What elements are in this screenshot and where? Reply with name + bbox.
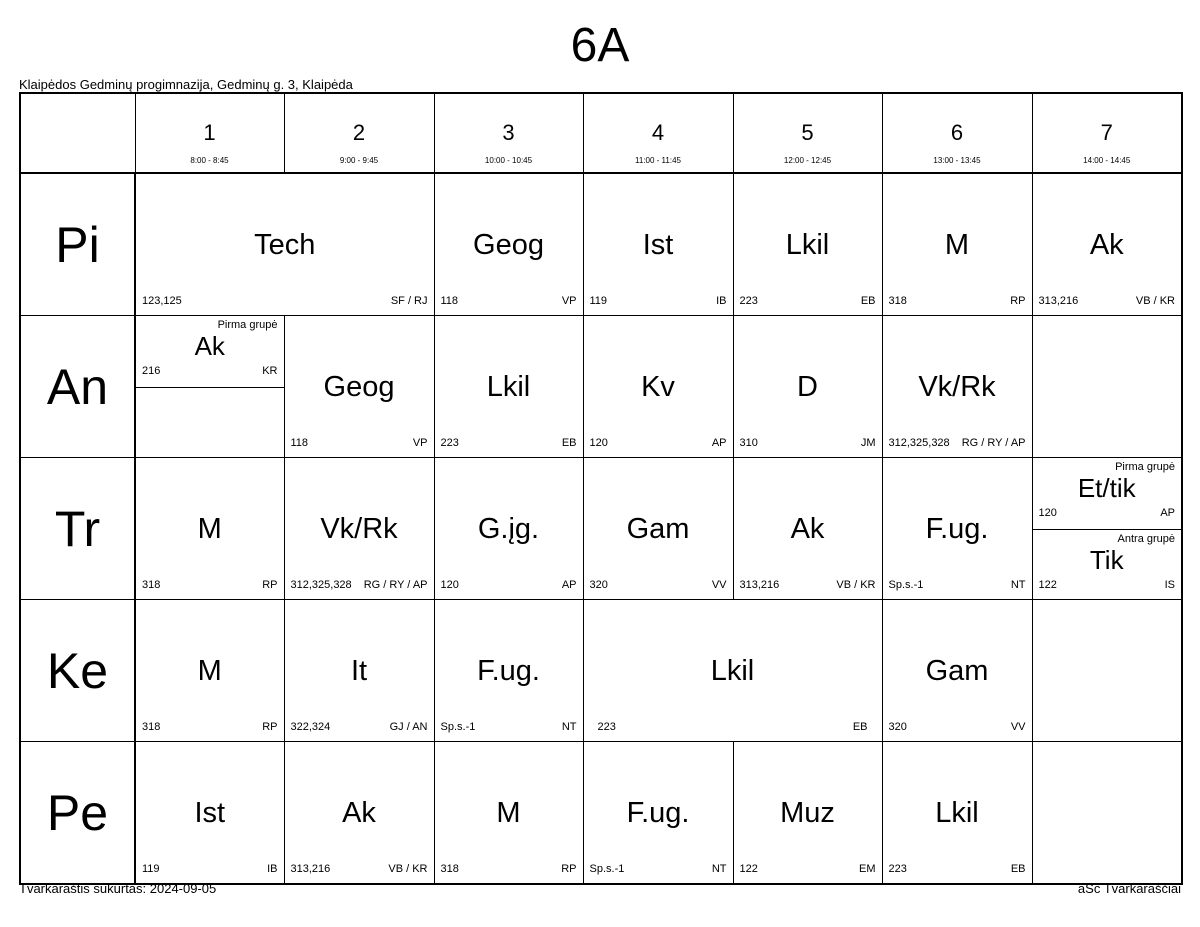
period-header	[1032, 93, 1182, 173]
lesson-room: 318	[142, 721, 161, 733]
lesson-subject: Tik	[1089, 545, 1124, 575]
lesson-teacher: VV	[1010, 721, 1026, 733]
lesson-room: Sp.s.-1	[589, 863, 625, 875]
period-header	[733, 93, 882, 173]
lesson-cell[interactable]	[583, 316, 733, 458]
day-name: Pe	[46, 784, 109, 841]
lesson-subject: Ist	[194, 797, 226, 829]
software-credit: aSc Tvarkaraščiai	[1077, 881, 1181, 896]
lesson-subject: F.ug.	[626, 797, 690, 829]
lesson-room: Sp.s.-1	[888, 579, 924, 591]
lesson-cell[interactable]	[733, 458, 882, 600]
lesson-subject: Lkil	[935, 797, 979, 829]
school-name: Klaipėdos Gedminų progimnazija, Gedminų g. 3, Klaipėda	[19, 77, 353, 92]
lesson-subject: Ak	[790, 513, 825, 545]
lesson-teacher: EB	[852, 721, 868, 733]
lesson-teacher: JM	[860, 437, 876, 449]
day-row-tr	[20, 458, 1182, 600]
period-number: 2	[352, 120, 366, 145]
day-label	[20, 458, 135, 600]
lesson-room: 122	[1038, 579, 1057, 591]
period-header	[135, 93, 284, 173]
period-number: 3	[502, 120, 515, 145]
lesson-teacher: EB	[860, 295, 876, 307]
lesson-room: 312,325,328	[888, 437, 950, 449]
lesson-cell[interactable]	[882, 600, 1032, 742]
day-row-pe	[20, 742, 1182, 885]
lesson-cell[interactable]	[135, 173, 434, 316]
lesson-subject: Gam	[925, 655, 989, 687]
empty-cell	[1032, 742, 1182, 885]
lesson-teacher: RP	[1010, 295, 1026, 307]
period-header	[882, 93, 1032, 173]
group-lesson[interactable]	[1033, 529, 1182, 600]
lesson-room: 118	[440, 295, 459, 307]
lesson-room: 223	[888, 863, 907, 875]
lesson-room: 318	[888, 295, 907, 307]
lesson-room: 223	[440, 437, 459, 449]
period-header	[583, 93, 733, 173]
timetable-title: 6A	[570, 19, 630, 72]
lesson-subject: Vk/Rk	[918, 371, 996, 403]
period-number: 7	[1100, 120, 1113, 145]
lesson-subject: F.ug.	[477, 655, 540, 687]
lesson-room: 313,216	[1038, 295, 1079, 307]
lesson-cell[interactable]	[733, 316, 882, 458]
lesson-cell[interactable]	[284, 458, 434, 600]
lesson-room: 223	[739, 295, 758, 307]
lesson-teacher: VP	[412, 437, 428, 449]
lesson-teacher: AP	[1160, 507, 1175, 519]
lesson-subject: Gam	[626, 513, 690, 545]
lesson-room: 120	[589, 437, 608, 449]
lesson-subject: Lkil	[785, 229, 830, 261]
lesson-teacher: IB	[716, 295, 727, 307]
lesson-cell[interactable]	[135, 742, 284, 885]
lesson-subject: M	[197, 513, 222, 545]
period-number: 6	[950, 120, 964, 145]
period-header-row	[20, 93, 1182, 173]
lesson-room: 320	[888, 721, 907, 733]
period-header	[284, 93, 434, 173]
lesson-room: 223	[597, 721, 616, 733]
lesson-room: 119	[589, 295, 608, 307]
lesson-room: 120	[1038, 507, 1057, 519]
lesson-teacher: RP	[262, 721, 278, 733]
lesson-room: 313,216	[739, 579, 780, 591]
day-label	[20, 173, 135, 316]
corner-cell	[20, 93, 135, 173]
day-label	[20, 600, 135, 742]
group-lesson[interactable]	[136, 316, 284, 386]
lesson-cell[interactable]	[583, 742, 733, 885]
lesson-room: 313,216	[290, 863, 331, 875]
lesson-room: 322,324	[290, 721, 331, 733]
lesson-teacher: RG / RY / AP	[363, 579, 428, 591]
lesson-room: 318	[142, 579, 161, 591]
lesson-teacher: GJ / AN	[389, 721, 428, 733]
lesson-teacher: VP	[561, 295, 577, 307]
lesson-teacher: AP	[711, 437, 727, 449]
lesson-cell[interactable]	[434, 742, 583, 885]
empty-cell	[1032, 316, 1182, 458]
lesson-subject: Muz	[780, 797, 835, 829]
group-label: Pirma grupė	[1115, 461, 1175, 473]
lesson-cell[interactable]	[1032, 173, 1182, 316]
period-time: 13:00 - 13:45	[933, 156, 981, 165]
period-time: 14:00 - 14:45	[1083, 156, 1131, 165]
lesson-cell-split[interactable]	[135, 316, 284, 458]
day-name: Tr	[54, 500, 101, 557]
lesson-subject: Vk/Rk	[320, 513, 398, 545]
lesson-cell[interactable]	[733, 742, 882, 885]
lesson-cell[interactable]	[583, 458, 733, 600]
lesson-teacher: VB / KR	[388, 863, 428, 875]
period-number: 1	[203, 120, 216, 145]
lesson-teacher: EB	[1010, 863, 1026, 875]
lesson-cell-split[interactable]	[1032, 458, 1182, 600]
lesson-cell[interactable]	[284, 742, 434, 885]
lesson-cell[interactable]	[882, 316, 1032, 458]
lesson-room: 122	[739, 863, 758, 875]
lesson-cell[interactable]	[434, 173, 583, 316]
period-time: 9:00 - 9:45	[339, 156, 379, 165]
lesson-teacher: RP	[561, 863, 577, 875]
day-row-pi	[20, 173, 1182, 316]
lesson-room: Sp.s.-1	[440, 721, 476, 733]
lesson-teacher: VB / KR	[1135, 295, 1175, 307]
period-time: 8:00 - 8:45	[190, 156, 229, 165]
day-name: Pi	[55, 216, 100, 273]
lesson-subject: Lkil	[710, 655, 755, 687]
lesson-cell[interactable]	[284, 600, 434, 742]
period-number: 5	[801, 120, 814, 145]
day-name: An	[46, 358, 109, 415]
lesson-teacher: KR	[262, 365, 278, 377]
lesson-room: 119	[142, 863, 160, 875]
day-name: Ke	[46, 642, 109, 699]
day-row-an	[20, 316, 1182, 458]
period-time: 10:00 - 10:45	[484, 156, 533, 165]
lesson-cell[interactable]	[434, 316, 583, 458]
day-row-ke	[20, 600, 1182, 742]
lesson-subject: Kv	[641, 371, 675, 403]
lesson-teacher: RG / RY / AP	[961, 437, 1026, 449]
lesson-cell[interactable]	[583, 600, 882, 742]
lesson-room: 310	[739, 437, 758, 449]
lesson-teacher: AP	[561, 579, 577, 591]
lesson-teacher: VB / KR	[836, 579, 876, 591]
period-header	[434, 93, 583, 173]
lesson-cell[interactable]	[434, 458, 583, 600]
lesson-teacher: IS	[1164, 579, 1175, 591]
lesson-subject: M	[197, 655, 222, 687]
lesson-room: 216	[142, 365, 161, 377]
lesson-subject: Et/tik	[1077, 473, 1136, 503]
lesson-cell[interactable]	[882, 458, 1032, 600]
group-label: Antra grupė	[1117, 533, 1175, 545]
lesson-subject: D	[797, 371, 818, 403]
period-time: 11:00 - 11:45	[635, 156, 681, 165]
timetable-grid	[19, 92, 1183, 885]
lesson-teacher: IB	[267, 863, 278, 875]
lesson-subject: Tech	[254, 229, 316, 261]
lesson-room: 120	[440, 579, 459, 591]
lesson-subject: F.ug.	[925, 513, 989, 545]
lesson-room: 320	[589, 579, 608, 591]
empty-group-slot	[136, 387, 284, 458]
created-date: Tvarkaraštis sukurtas: 2024-09-05	[19, 881, 217, 896]
lesson-cell[interactable]	[135, 600, 284, 742]
day-label	[20, 742, 135, 885]
group-label: Pirma grupė	[217, 319, 278, 331]
lesson-teacher: EB	[561, 437, 577, 449]
lesson-teacher: NT	[561, 721, 577, 733]
lesson-cell[interactable]	[284, 316, 434, 458]
lesson-subject: G.įg.	[477, 513, 540, 545]
lesson-subject: It	[350, 655, 368, 687]
lesson-cell[interactable]	[434, 600, 583, 742]
lesson-subject: Ist	[642, 229, 674, 261]
lesson-subject: Lkil	[486, 371, 531, 403]
day-label	[20, 316, 135, 458]
empty-cell	[1032, 600, 1182, 742]
lesson-subject: Geog	[473, 229, 544, 261]
lesson-subject: Ak	[1089, 229, 1124, 261]
lesson-cell[interactable]	[882, 173, 1032, 316]
lesson-subject: Ak	[342, 797, 376, 829]
lesson-cell[interactable]	[135, 458, 284, 600]
lesson-room: 312,325,328	[290, 579, 352, 591]
lesson-teacher: NT	[711, 863, 727, 875]
lesson-teacher: SF / RJ	[390, 295, 428, 307]
lesson-teacher: RP	[262, 579, 278, 591]
lesson-subject: Geog	[323, 371, 395, 403]
lesson-teacher: NT	[1010, 579, 1026, 591]
period-time: 12:00 - 12:45	[783, 156, 832, 165]
lesson-subject: M	[944, 229, 970, 261]
lesson-teacher: VV	[711, 579, 727, 591]
lesson-subject: Ak	[194, 331, 225, 361]
period-number: 4	[651, 120, 665, 145]
lesson-room: 123,125	[142, 295, 182, 307]
lesson-subject: M	[496, 797, 521, 829]
lesson-room: 318	[440, 863, 459, 875]
lesson-cell[interactable]	[882, 742, 1032, 885]
lesson-cell[interactable]	[733, 173, 882, 316]
lesson-room: 118	[290, 437, 309, 449]
group-lesson[interactable]	[1033, 458, 1182, 528]
lesson-teacher: EM	[859, 863, 876, 875]
lesson-cell[interactable]	[583, 173, 733, 316]
